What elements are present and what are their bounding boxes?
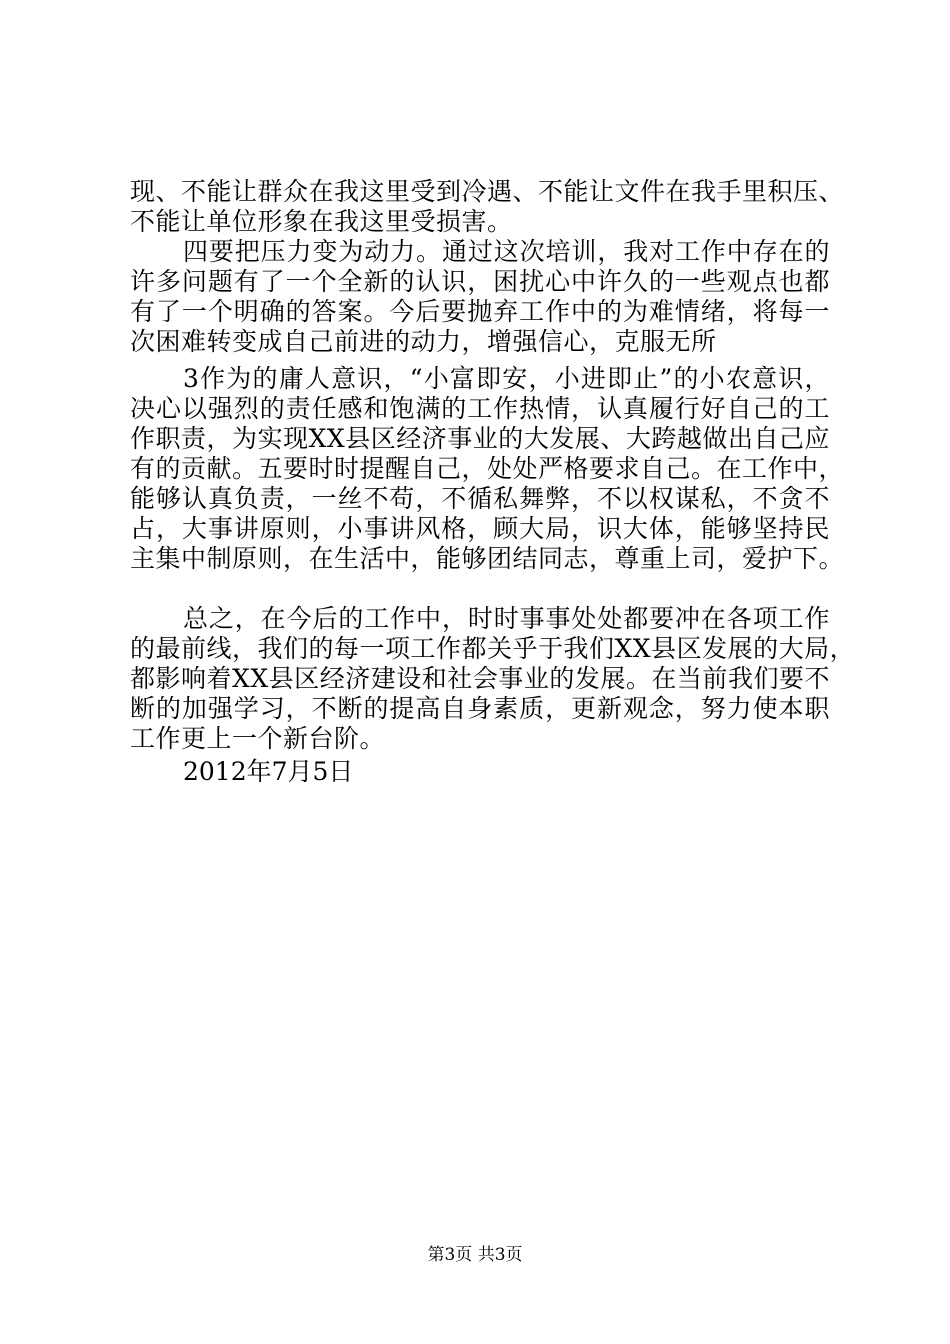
paragraph-line: 断的加强学习，不断的提高自身素质，更新观念，努力使本职 [130,694,830,723]
document-date: 2012年7月5日 [183,757,354,786]
paragraph-line: 作职责，为实现XX县区经济事业的大发展、大跨越做出自己应 [130,424,830,453]
paragraph-line: 有了一个明确的答案。今后要抛弃工作中的为难情绪，将每一 [130,297,830,326]
paragraph-line: 总之，在今后的工作中，时时事事处处都要冲在各项工作 [183,604,830,633]
paragraph-line: 许多问题有了一个全新的认识，困扰心中许久的一些观点也都 [130,267,830,296]
paragraph-line: 四要把压力变为动力。通过这次培训，我对工作中存在的 [183,237,830,266]
page-footer: 第3页 共3页 [427,1245,523,1265]
paragraph-line: 能够认真负责，一丝不苟，不循私舞弊，不以权谋私，不贪不 [130,484,830,513]
paragraph-line: 的最前线，我们的每一项工作都关乎于我们XX县区发展的大局， [130,634,856,663]
paragraph-line: 主集中制原则，在生活中，能够团结同志，尊重上司，爱护下。 [130,544,845,573]
paragraph-line: 次困难转变成自己前进的动力，增强信心，克服无所 [130,327,717,356]
paragraph-line: 现、不能让群众在我这里受到冷遇、不能让文件在我手里积压、 [130,177,845,206]
paragraph-line: 工作更上一个新台阶。 [130,724,386,753]
paragraph-line: 都影响着XX县区经济建设和社会事业的发展。在当前我们要不 [130,664,830,693]
paragraph-line: 3作为的庸人意识，“小富即安，小进即止”的小农意识， [183,364,830,393]
paragraph-line: 决心以强烈的责任感和饱满的工作热情，认真履行好自己的工 [130,394,830,423]
paragraph-line: 有的贡献。五要时时提醒自己，处处严格要求自己。在工作中， [130,454,845,483]
paragraph-line: 不能让单位形象在我这里受损害。 [130,207,513,236]
paragraph-line: 占，大事讲原则，小事讲风格，顾大局，识大体，能够坚持民 [130,514,830,543]
